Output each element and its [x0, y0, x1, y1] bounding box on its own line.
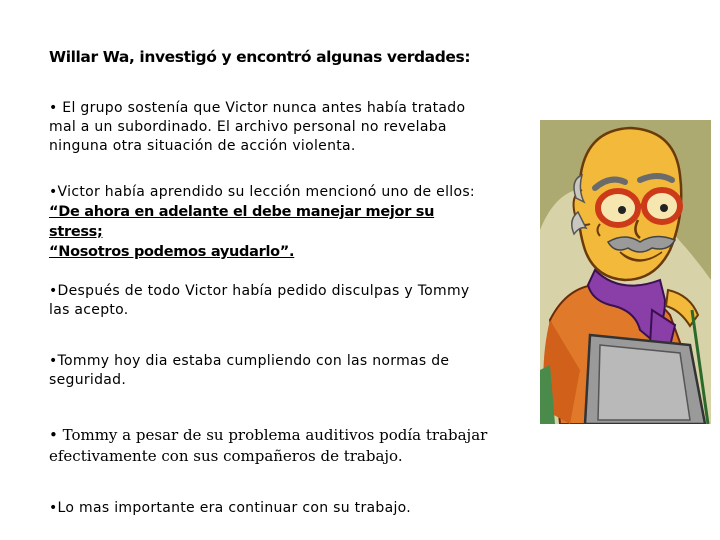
- paragraph-continue-work: •Lo mas importante era continuar con su trabajo.: [49, 500, 412, 516]
- paragraph-safety: •Tommy hoy dia estaba cumpliendo con las normas de seguridad.: [49, 353, 450, 388]
- quote-line-1: “De ahora en adelante el debe manejar mejor su stress;: [49, 204, 435, 240]
- cartoon-old-man-icon: [540, 120, 711, 424]
- slide-heading: Willar Wa, investigó y encontró algunas verdades:: [49, 48, 471, 66]
- paragraph-lesson-learned: [49, 183, 489, 262]
- paragraph-hearing: • Tommy a pesar de su problema auditivos podía trabajar efectivamente con sus compañeros de trabajo.: [49, 426, 488, 465]
- paragraph-group-view: • El grupo sostenía que Victor nunca antes había tratado mal a un subordinado. El archivo personal no revelaba ninguna otra situación de acción violenta.: [49, 100, 466, 154]
- paragraph-lesson-text: •Victor había aprendido su lección mencionó uno de ellos:: [49, 184, 475, 200]
- quote-line-2: “Nosotros podemos ayudarlo”.: [49, 244, 295, 260]
- paragraph-apology: •Después de todo Victor había pedido disculpas y Tommy las acepto.: [49, 283, 470, 318]
